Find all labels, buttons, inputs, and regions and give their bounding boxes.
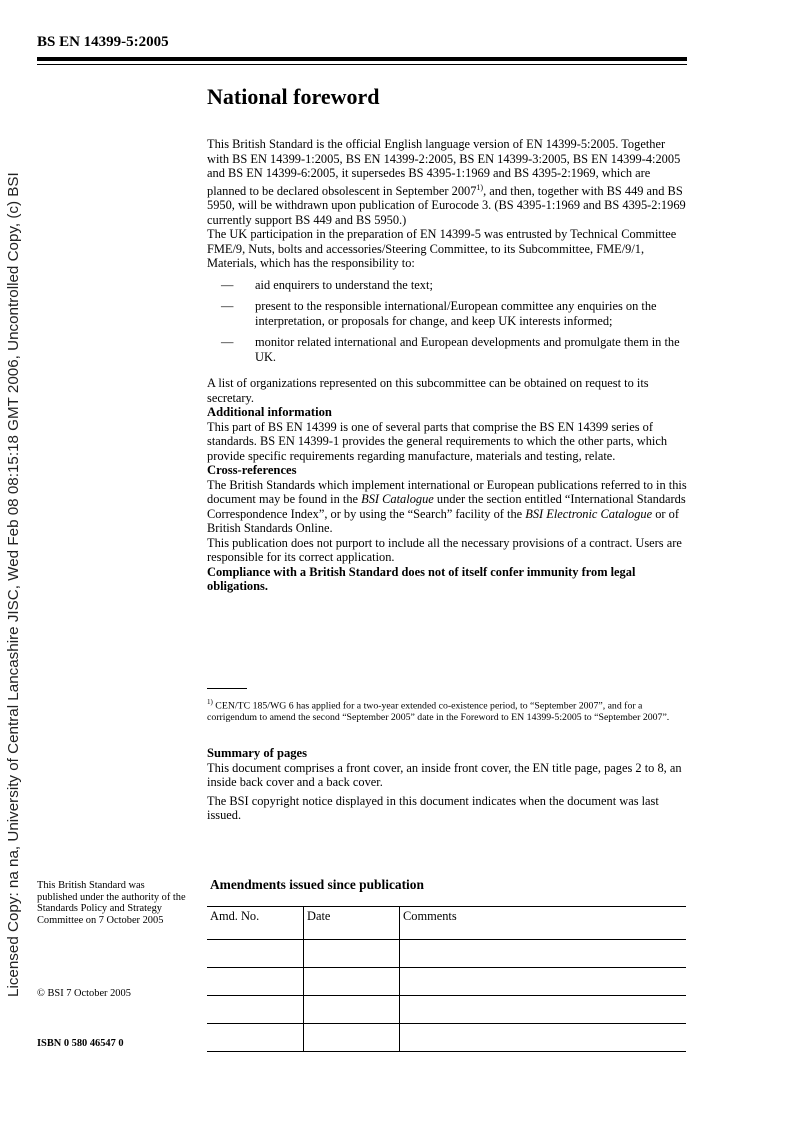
paragraph-uk-participation: The UK participation in the preparation of EN 14399-5 was entrusted by Technical Committee FME/9, Nuts, bolts and accessories/Steering Committee, to its Subcommittee, FME/9/1, Materials, which has the responsibility to: [207,227,677,271]
header-date: Date [304,907,400,940]
footnote: $^{1)}$ CEN/TC 185/WG 6 has applied for a two-year extended co-existence period, to “September 2007”, and for a corrigendum to amend the second “September 2005” date in the Foreword to EN 14399-5:2005 to “September 2007”. [207,698,670,724]
footnote-rule [207,688,247,689]
header-rule-thin [37,64,687,65]
foreword-body [207,137,689,594]
publication-note: This British Standard was published under the authority of the Standards Policy and Strategy Committee on 7 October 2005 [37,880,186,926]
summary-heading: Summary of pages [207,746,308,760]
table-row [207,1024,686,1052]
paragraph-cross-references: The British Standards which implement international or European publications referred to in this document may be found in the BSI Catalogue under the section entitled “International Standards Correspondence Index”, or by using the “Search” facility of the BSI Electronic Catalogue or of British Standards Online. [207,477,687,536]
summary-copyright-paragraph: The BSI copyright notice displayed in this document indicates when the document was last issued. [207,793,659,822]
summary-paragraph: This document comprises a front cover, an inside front cover, the EN title page, pages 2 to 8, an inside back cover and a back cover. [207,760,682,789]
paragraph-compliance: Compliance with a British Standard does not of itself confer immunity from legal obligations. [207,564,636,594]
heading-additional-information: Additional information [207,405,332,420]
header-amd-no: Amd. No. [207,907,304,940]
table-header-row [207,907,686,940]
list-item: — present to the responsible international/European committee any enquiries on the interpretation, or proposals for change, and keep UK interests informed; [221,299,657,328]
isbn: ISBN 0 580 46547 0 [37,1038,124,1049]
table-row [207,996,686,1024]
table-row [207,968,686,996]
paragraph-provisions: This publication does not purport to include all the necessary provisions of a contract. Users are responsible for its correct application. [207,535,682,565]
summary-of-pages [207,746,689,827]
copyright-notice: © BSI 7 October 2005 [37,988,131,999]
license-watermark: Licensed Copy: na na, University of Central Lancashire JISC, Wed Feb 08 08:15:18 GMT 2006, Uncontrolled Copy, (c) BSI [5,172,22,997]
table-row [207,940,686,968]
header-rule-thick [37,57,687,61]
paragraph-supersedes: This British Standard is the official English language version of EN 14399-5:2005. Together with BS EN 14399-1:2005, BS EN 14399-2:2005, BS EN 14399-3:2005, BS EN 14399-4:2005 and BS EN 14399-6:2005, it supersedes BS 4395-1:1969 and BS 4395-2:1969, which are planned to be declared obsolescent in September 2007$^{1)}$, and then, together with BS 449 and BS 5950, will be withdrawn upon publication of Eurocode 3. (BS 4395-1:1969 and BS 4395-2:1969 currently support BS 449 and BS 5950.) [207,137,686,227]
heading-cross-references: Cross-references [207,463,297,478]
paragraph-series: This part of BS EN 14399 is one of several parts that comprise the BS EN 14399 series of standards. BS EN 14399-1 provides the general requirements to which the other parts, which provide specific requirements regarding manufacture, materials and testing, relate. [207,419,668,463]
paragraph-organizations: A list of organizations represented on this subcommittee can be obtained on request to its secretary. [207,376,649,405]
amendments-title: Amendments issued since publication [210,877,424,892]
document-code: BS EN 14399-5:2005 [37,34,169,50]
list-item: — monitor related international and European developments and promulgate them in the UK. [221,335,680,364]
amendments-table [207,906,686,1052]
header-comments: Comments [400,907,687,940]
page-title: National foreword [207,84,380,109]
list-item: — aid enquirers to understand the text; [221,277,433,292]
